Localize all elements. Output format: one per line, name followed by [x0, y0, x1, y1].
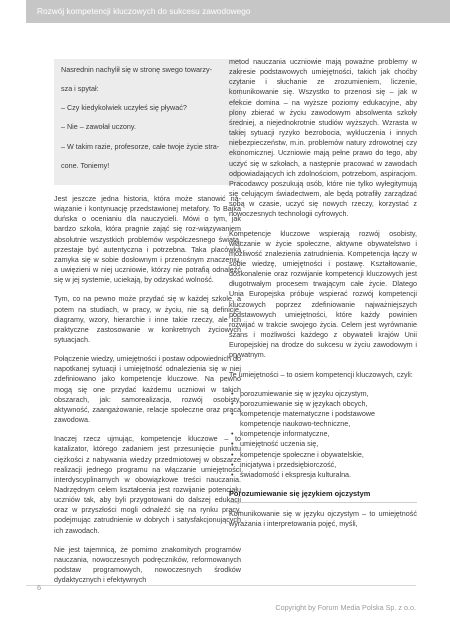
competence-item: • kompetencje informatyczne,: [240, 429, 417, 439]
body-paragraph: Te umiejętności – to osiem kompetencji kluczowych, czyli:: [229, 369, 413, 379]
quote-line: – Nie – zawołał uczony.: [61, 122, 136, 132]
competence-item: • inicjatywa i przedsiębiorczość,: [240, 460, 417, 470]
footer-divider: [26, 585, 416, 586]
body-paragraph: Kompetencje kluczowe wspierają rozwój osobisty, włączanie w życie społeczne, aktywne obywatelstwo i możliwość znalezienia zatrudnienia. Kompetencja łączy w sobie wiedzę, umiejętności i postawę. Kształtowanie, doskonalenie oraz rozwijanie kompetencji kluczowych jest długotrwałym procesem trwającym całe życie. Dlatego Unia Europejska próbuje wspierać rozwój kompetencji kluczowych poprzez zdefiniowanie najważniejszych podstawowych umiejętności, które każdy powinien rozwijać w trakcie swojego życia. Celem jest wyrównanie szans i możliwości każdego z obywateli krajów Unii Europejskiej na drodze do sukcesu w życiu zawodowym i prywatnym.: [229, 228, 417, 360]
section-heading: Porozumiewanie się językiem ojczystym: [229, 489, 417, 503]
body-paragraph: Połączenie wiedzy, umiejętności i postaw odpowiednich do napotkanej sytuacji i umiejętność odnalezienia się w niej zdefiniowano jako kompetencje kluczowe. Na pewno mogą się one przydać każdemu uczniowi w takich obszarach, jak: samorealizacja, rozwój osobisty, aktywność, zaangażowanie, relacje społeczne oraz praca zawodowa.: [54, 354, 241, 425]
competence-item: • świadomość i ekspresja kulturalna.: [240, 470, 417, 480]
body-paragraph: metod nauczania uczniowie mają poważne problemy w zakresie podstawowych umiejętności, takich jak choćby czytanie i słuchanie ze zrozumieniem, liczenie, komunikowanie się. Wszystko to przenosi się – jak w efekcie domina – na wyższe poziomy edukacyjne, aby plony zbierać w życiu zawodowym absolwenta szkoły średniej, a niejednokrotnie studiów wyższych. Wzrasta w takiej sytuacji ryzyko bezrobocia, wykluczenia i innych niebezpieczeństw, m.in. problemów natury zdrowotnej czy ekonomicznej. Uczniowie mają pełne prawo do tego, aby uczyć się w szkołach, a następnie pracować w zawodach odpowiadających ich zdolnościom, potrzebom, aspiracjom. Pracodawcy poszukują osób, które nie tylko wyłegitymują się celującym świadectwem, ale będą potrafiły zarządzać sobą w czasie, uczyć się nowych rzeczy, korzystać z nowoczesnych technologii cyfrowych.: [229, 57, 417, 219]
quote-line: cone. Toniemy!: [61, 160, 110, 170]
competence-item: • porozumiewanie się w języku ojczystym,: [240, 389, 417, 399]
right-column: [229, 57, 417, 539]
competences-list: [229, 389, 417, 480]
quote-line: Nasrednin nachylił się w stronę swego towarzy-: [61, 65, 213, 74]
body-paragraph: Inaczej rzecz ujmując, kompetencje kluczowe – to katalizator, którego zadaniem jest przesunięcie punktu ciężkości z nabywania wiedzy przedmiotowej w obszarze realizacji jednego programu na włączanie umiejętności interdyscyplinarnych w obowiązkowe treści nauczania. Nadrzędnym celem kształcenia jest rozwijanie potencjału uczniów tak, aby byli przygotowani do dalszej edukacji oraz w przyszłości mogli odnaleźć się na rynku pracy, podejmując zatrudnienie w dobrych i satysfakcjonujących ich zawodach.: [54, 434, 241, 535]
competence-item: • porozumiewanie się w językach obcych,: [240, 399, 417, 409]
body-paragraph: Jest jeszcze jedna historia, która może stanowić na-wiązanie i kontynuację przedstawionej metafory. To Bajka duńska o ocenianiu dla nauczycieli. Mówi o tym, jak bardzo szkoła, która pragnie zająć się roz-wiązywaniem absolutnie wszystkich problemów współczesnego świata, przestaje być autentyczna i potrzebna. Taka placówka zamyka się w sobie dosłownym i przenośnym znaczeniu, a uwięzieni w niej uczniowie, którzy nie potrafią odnaleźć się w jej systemie, uciekają, by odzyskać wolność.: [54, 193, 241, 285]
competence-item: • kompetencje społeczne i obywatelskie,: [240, 450, 417, 460]
quote-line: sza i spytał:: [61, 84, 99, 94]
competence-item: • umiejętność uczenia się,: [240, 439, 417, 449]
running-header: [26, 0, 450, 23]
body-paragraph: Nie jest tajemnicą, że pomimo znakomitych programów nauczania, nowoczesnych podręczników, reformowanych podstaw programowych, nowoczesnych środków dydaktycznych i efektywnych: [54, 544, 241, 585]
left-column: [54, 57, 241, 594]
running-header-title: Rozwój kompetencji kluczowych do sukcesu zawodowego: [37, 6, 251, 16]
page-number: 6: [37, 583, 42, 592]
quote-line: – Czy kiedykolwiek uczyłeś się pływać?: [61, 103, 187, 113]
competence-item: • kompetencje matematyczne i podstawowe kompetencje naukowo-techniczne,: [240, 409, 417, 429]
quote-box: [54, 59, 241, 185]
quote-line: – W takim razie, profesorze, całe twoje życie stra-: [61, 141, 220, 151]
copyright-notice: Copyright by Forum Media Polska Sp. z o.o.: [275, 603, 416, 612]
body-paragraph: Tym, co na pewno może przydać się w każdej szkole, a potem na studiach, w pracy, w życiu, nie są definicje, diagramy, wzory, hierarchie i inne takie rzeczy, ale ich praktyczne zastosowanie w konkretnych życiowych sytuacjach.: [54, 294, 241, 344]
body-paragraph: Komunikowanie się w języku ojczystym – to umiejętność wyrażania i interpretowania pojęć, myśli,: [229, 509, 417, 529]
